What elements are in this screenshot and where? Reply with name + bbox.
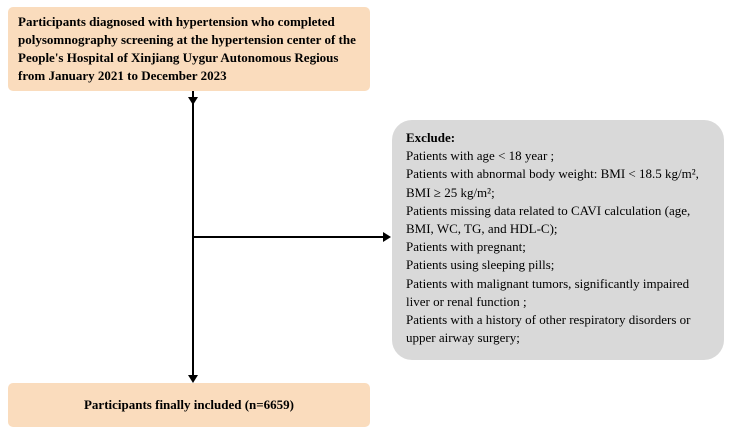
participants-source-box bbox=[8, 7, 370, 91]
exclusion-item: Patients with pregnant; bbox=[406, 239, 526, 255]
participants-included-text: Participants finally included (n=6659) bbox=[83, 397, 294, 412]
horizontal-branch-line bbox=[192, 236, 384, 238]
down-arrowhead-bottom-icon bbox=[188, 375, 198, 383]
vertical-connector-line bbox=[192, 91, 194, 377]
exclusion-criteria-box bbox=[392, 120, 724, 360]
participants-included-box bbox=[8, 383, 370, 427]
exclusion-item: Patients missing data related to CAVI calculation (age, BMI, WC, TG, and HDL-C); bbox=[406, 202, 691, 236]
exclusion-item: Patients with abnormal body weight: BMI < 18.5 kg/m², BMI ≥ 25 kg/m²; bbox=[406, 166, 699, 200]
exclusion-item: Patients with age < 18 year ; bbox=[406, 148, 555, 164]
participants-source-text: Participants diagnosed with hypertension who completed polysomnography screening at the hypertension center of the People's Hospital of Xinjiang Uygur Autonomous Regious from January 2021 to December 2023 bbox=[18, 14, 356, 83]
exclusion-item: Patients with malignant tumors, significantly impaired liver or renal function ; bbox=[406, 275, 690, 309]
down-arrowhead-top-icon bbox=[188, 97, 198, 105]
exclusion-item: Patients with a history of other respiratory disorders or upper airway surgery; bbox=[406, 311, 691, 346]
exclusion-title: Exclude: bbox=[406, 130, 456, 145]
exclusion-item: Patients using sleeping pills; bbox=[406, 257, 555, 273]
right-arrowhead-icon bbox=[383, 232, 391, 242]
